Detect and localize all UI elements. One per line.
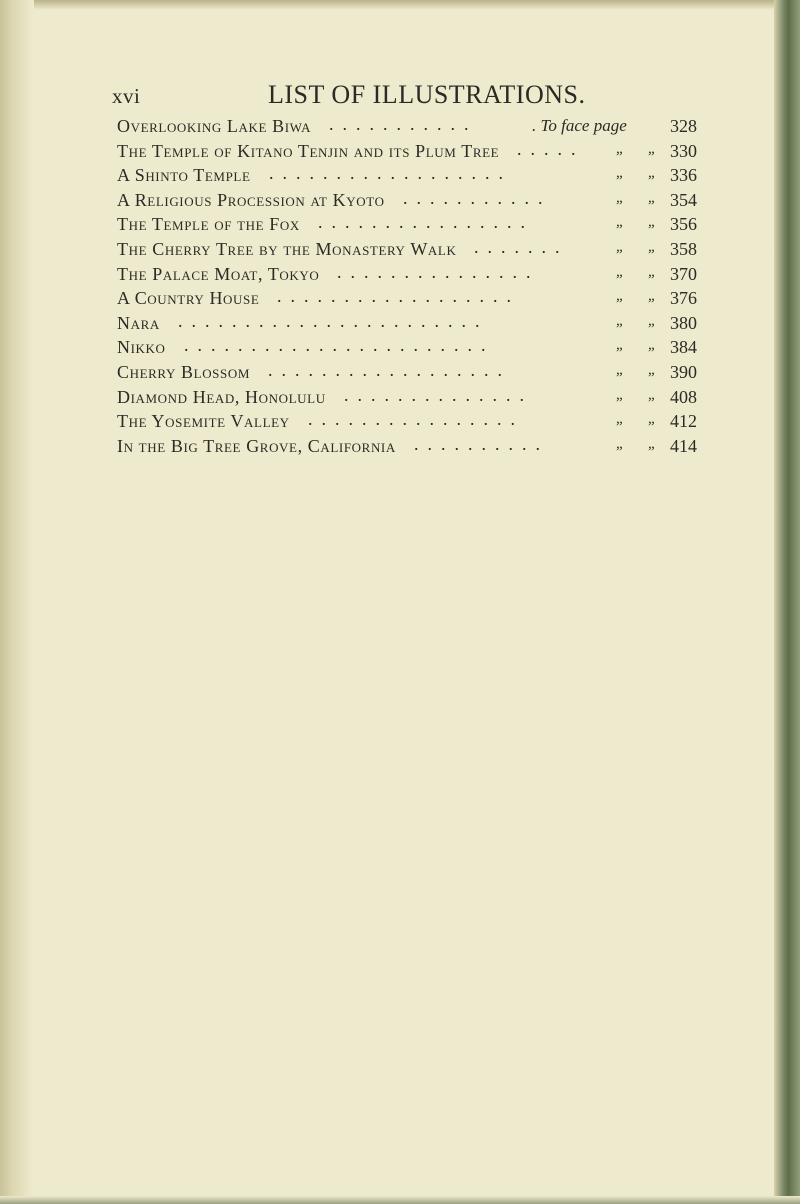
illustration-title: Nara xyxy=(117,312,160,333)
list-item xyxy=(117,187,717,215)
dot-leader: .............. xyxy=(344,384,533,405)
list-item xyxy=(117,138,717,166)
ditto-mark: „ xyxy=(648,263,655,280)
illustration-title: The Temple of Kitano Tenjin and its Plum Tree xyxy=(117,140,500,161)
ditto-mark: „ xyxy=(616,189,623,206)
ditto-mark: „ xyxy=(648,189,655,206)
list-item xyxy=(117,310,717,338)
page-number: 354 xyxy=(670,189,697,210)
page-folio: xvi xyxy=(112,84,141,108)
ditto-mark: „ xyxy=(616,288,623,305)
page-number: 370 xyxy=(670,263,697,284)
book-cover-edge xyxy=(774,0,800,1204)
page-gutter-edge xyxy=(0,0,34,1204)
list-item xyxy=(117,236,717,264)
dot-leader: .......... xyxy=(414,433,549,454)
ditto-mark: „ xyxy=(648,361,655,378)
ditto-mark: „ xyxy=(648,337,655,354)
ditto-mark: „ xyxy=(648,411,655,428)
page-title: LIST OF ILLUSTRATIONS. xyxy=(268,80,586,109)
illustration-title: Diamond Head, Honolulu xyxy=(117,386,326,407)
dot-leader: ........... xyxy=(403,187,552,208)
page-number: 328 xyxy=(670,116,697,136)
list-item xyxy=(117,165,717,190)
page-number: 358 xyxy=(670,238,697,259)
illustration-title: Overlooking Lake Biwa xyxy=(117,116,312,136)
dot-leader: ................ xyxy=(308,409,524,430)
ditto-mark: „ xyxy=(648,165,655,182)
page-number: 376 xyxy=(670,288,697,309)
dot-leader: ..... xyxy=(517,138,585,159)
list-item xyxy=(117,359,717,387)
illustration-title: A Shinto Temple xyxy=(117,165,251,186)
dot-leader: ....... xyxy=(474,236,569,257)
ditto-mark: „ xyxy=(648,238,655,255)
illustration-title: The Cherry Tree by the Monastery Walk xyxy=(117,238,457,259)
list-item xyxy=(117,384,717,412)
ditto-mark: „ xyxy=(648,214,655,231)
page-number: 380 xyxy=(670,312,697,333)
ditto-mark: „ xyxy=(616,337,623,354)
page-number: 414 xyxy=(670,435,697,456)
list-item xyxy=(117,337,717,362)
page-top-edge xyxy=(0,0,800,10)
page-number: 384 xyxy=(670,337,697,358)
illustration-title: The Yosemite Valley xyxy=(117,411,290,432)
page-number: 390 xyxy=(670,361,697,382)
dot-leader: .................. xyxy=(268,359,511,380)
page-bottom-edge xyxy=(0,1196,800,1204)
ditto-mark: „ xyxy=(648,140,655,157)
page-number: 412 xyxy=(670,411,697,432)
list-item xyxy=(117,433,717,461)
ditto-mark: „ xyxy=(616,411,623,428)
ditto-mark: „ xyxy=(648,435,655,452)
dot-leader: .................. xyxy=(269,163,512,184)
ditto-mark: „ xyxy=(616,238,623,255)
dot-leader: ............... xyxy=(337,261,540,282)
dot-leader: .................. xyxy=(277,286,520,307)
illustrations-list xyxy=(117,116,717,460)
face-page-label: . To face page xyxy=(532,116,627,135)
illustration-title: The Temple of the Fox xyxy=(117,214,300,235)
illustration-title: Nikko xyxy=(117,337,166,358)
list-item xyxy=(117,214,717,239)
list-item xyxy=(117,288,717,313)
page-number: 336 xyxy=(670,165,697,186)
page-number: 408 xyxy=(670,386,697,407)
list-item xyxy=(117,411,717,436)
ditto-mark: „ xyxy=(648,288,655,305)
dot-leader: ................ xyxy=(318,212,534,233)
ditto-mark: „ xyxy=(616,361,623,378)
ditto-mark: „ xyxy=(616,435,623,452)
ditto-mark: „ xyxy=(616,312,623,329)
ditto-mark: „ xyxy=(616,140,623,157)
page-number: 356 xyxy=(670,214,697,235)
ditto-mark: „ xyxy=(648,312,655,329)
ditto-mark: „ xyxy=(616,263,623,280)
ditto-mark: „ xyxy=(616,386,623,403)
illustration-title: A Country House xyxy=(117,288,260,309)
ditto-mark: „ xyxy=(616,165,623,182)
dot-leader: ....................... xyxy=(178,310,489,331)
ditto-mark: „ xyxy=(648,386,655,403)
illustration-title: A Religious Procession at Kyoto xyxy=(117,189,385,210)
illustration-title: Cherry Blossom xyxy=(117,361,250,382)
dot-leader: ....................... xyxy=(184,335,495,356)
ditto-mark: „ xyxy=(616,214,623,231)
dot-leader: ........... xyxy=(329,114,478,134)
page-number: 330 xyxy=(670,140,697,161)
list-item xyxy=(117,261,717,289)
list-item xyxy=(117,116,717,141)
illustration-title: The Palace Moat, Tokyo xyxy=(117,263,320,284)
illustration-title: In the Big Tree Grove, California xyxy=(117,435,396,456)
